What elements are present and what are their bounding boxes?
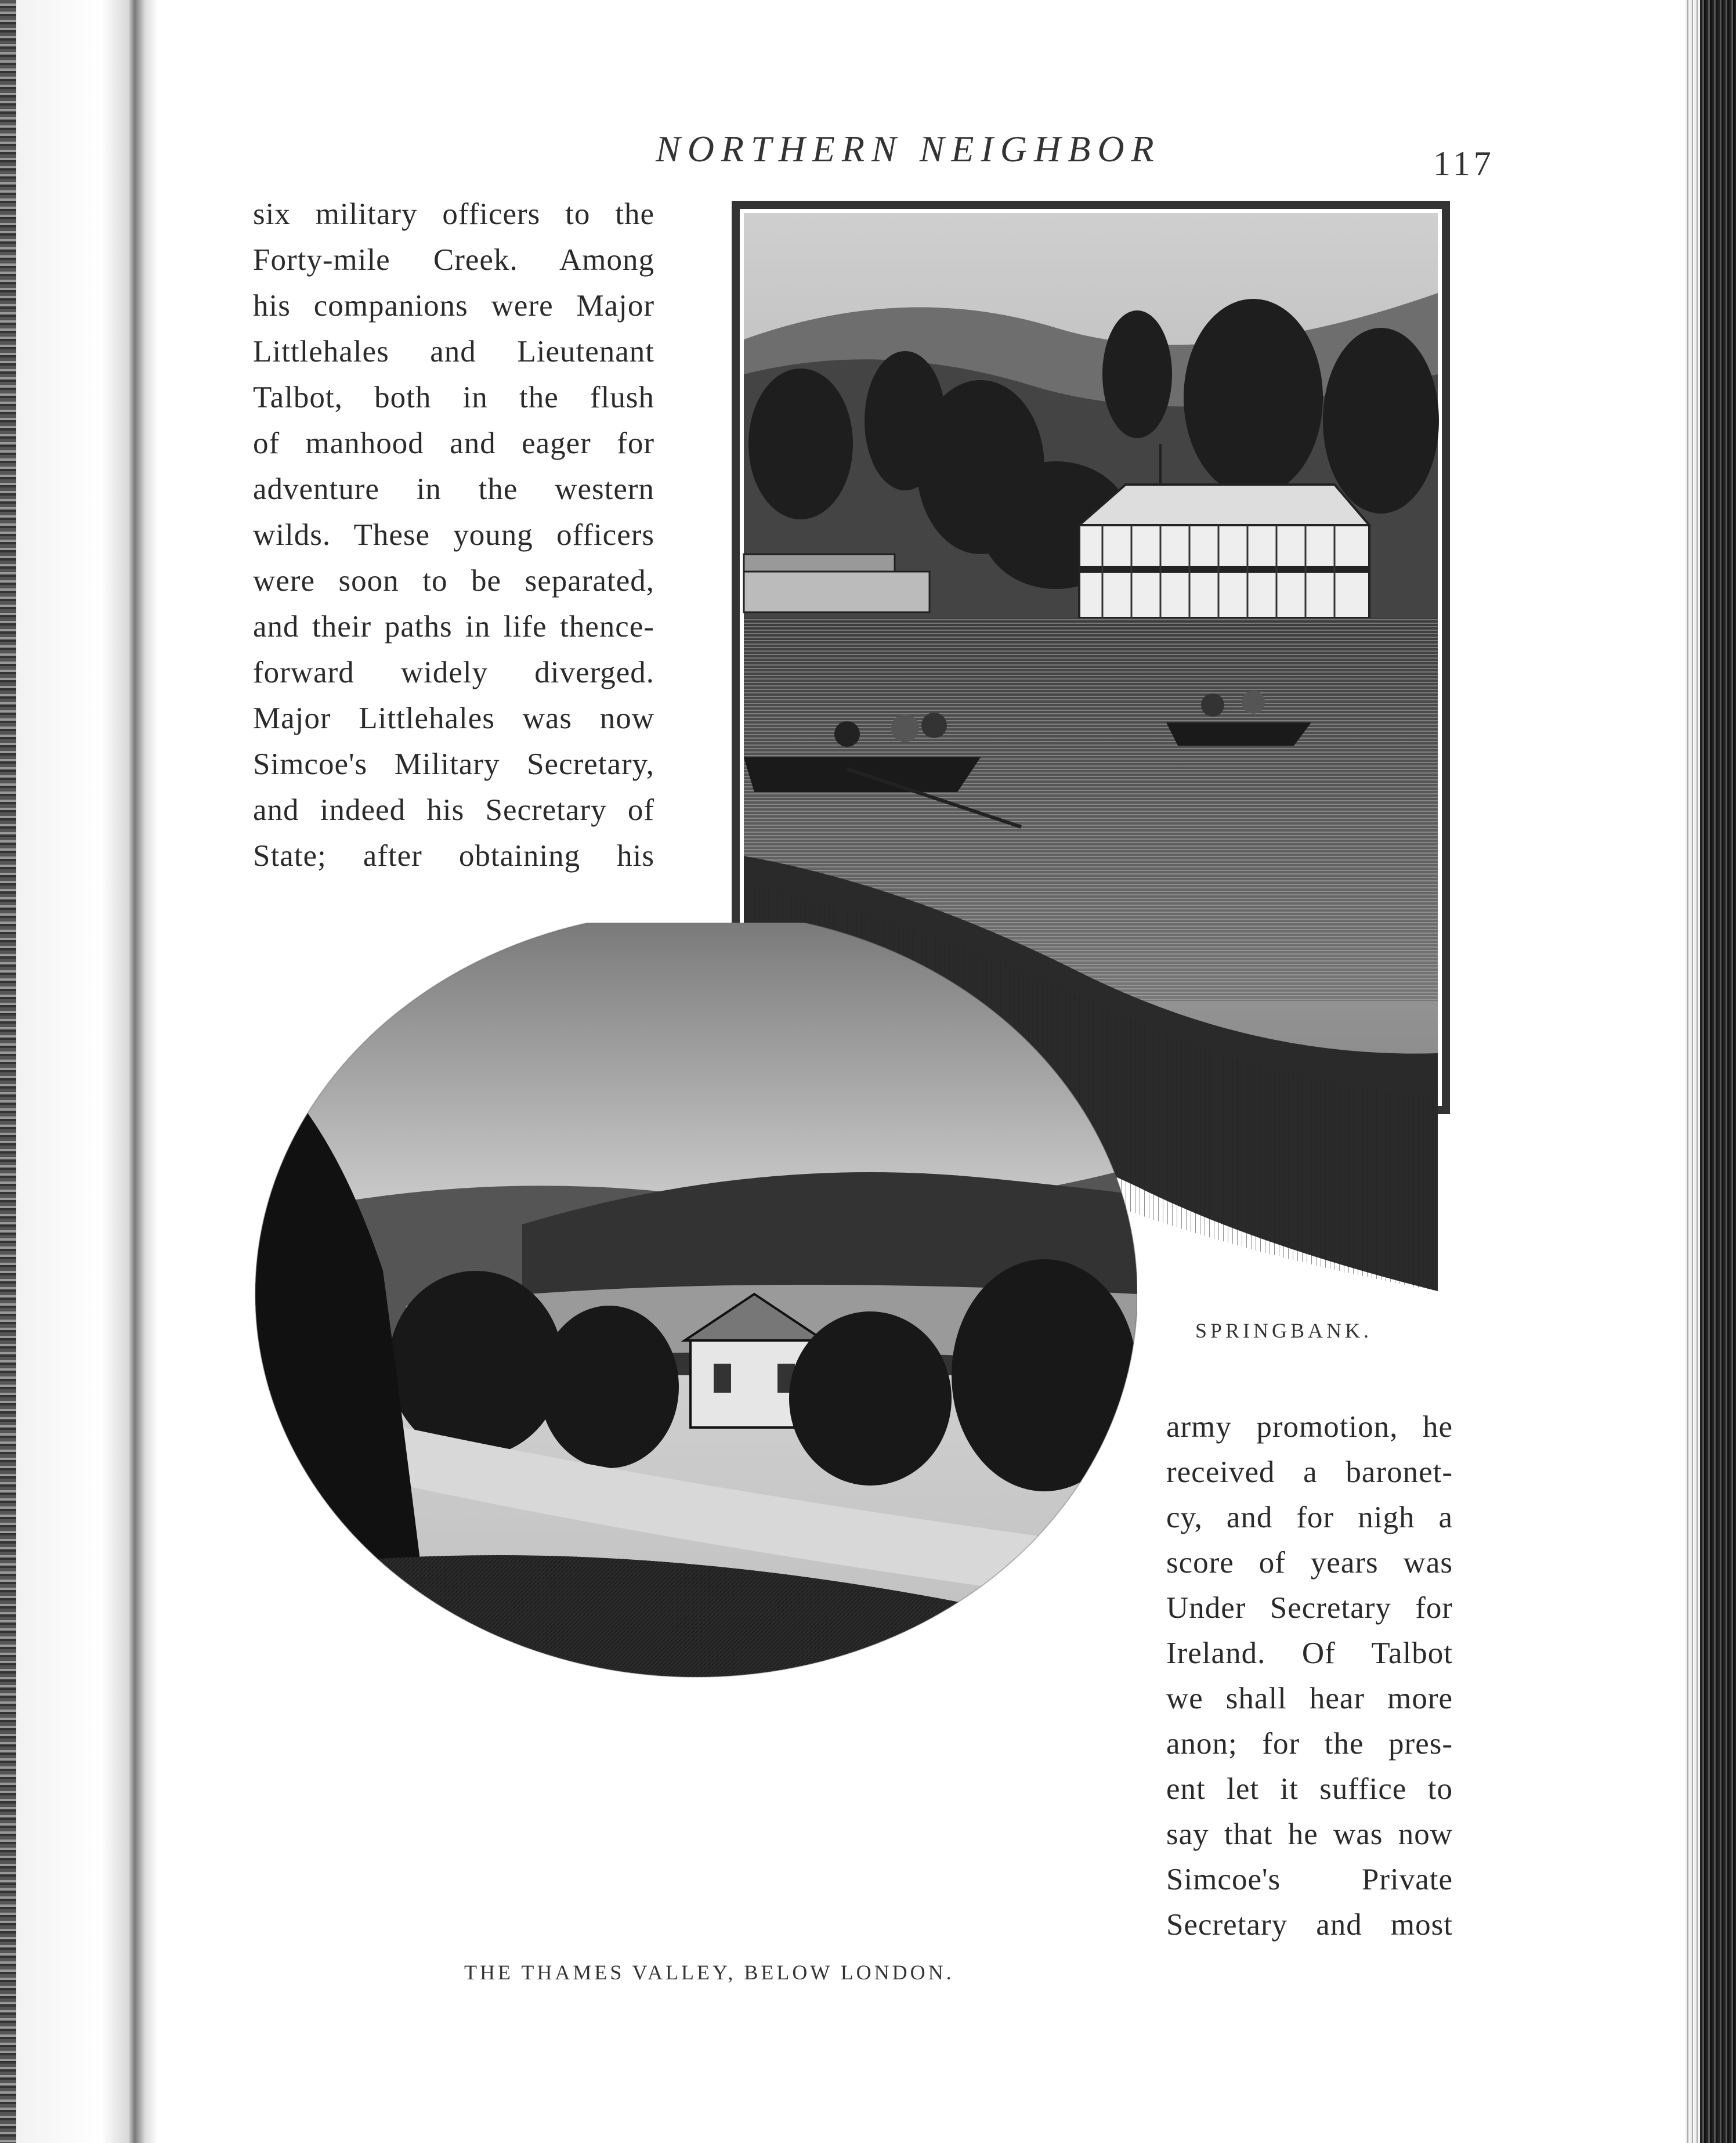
text-line: say that he was now [1166, 1817, 1453, 1851]
text-line: Littlehales and Lieutenant [253, 335, 654, 368]
text-line: and indeed his Secretary of [253, 793, 654, 827]
gutter-shadow [135, 0, 158, 2143]
text-line: Major Littlehales was now [253, 702, 654, 735]
thames-valley-engraving [232, 923, 1137, 1729]
text-line: Under Secretary for [1166, 1591, 1453, 1625]
text-line: Secretary and most [1166, 1908, 1453, 1942]
text-line: ent let it suffice to [1166, 1772, 1453, 1806]
page-number: 117 [1433, 144, 1495, 183]
caption-thames-valley: THE THAMES VALLEY, BELOW LONDON. [464, 1961, 954, 1984]
text-line: army promotion, he [1166, 1410, 1453, 1444]
text-line: forward widely diverged. [253, 656, 654, 689]
text-line: score of years was [1166, 1546, 1453, 1580]
text-line: Forty-mile Creek. Among [253, 243, 654, 277]
text-line: of manhood and eager for [253, 427, 654, 460]
text-line: Ireland. Of Talbot [1166, 1636, 1453, 1670]
body-text-right [1166, 1404, 1453, 1947]
facing-page-edge [16, 0, 138, 2143]
scan-left-edge [0, 0, 16, 2143]
text-line: wilds. These young officers [253, 518, 654, 552]
text-line: we shall hear more [1166, 1682, 1453, 1715]
text-line: Simcoe's Private [1166, 1863, 1453, 1896]
text-line: State; after obtaining his [253, 839, 654, 873]
caption-springbank: SPRINGBANK. [1195, 1319, 1373, 1342]
book-cover-edge [1700, 0, 1736, 2143]
text-line: adventure in the western [253, 472, 654, 506]
running-head: NORTHERN NEIGHBOR [656, 128, 1161, 169]
text-line: his companions were Major [253, 289, 654, 323]
text-line: Talbot, both in the flush [253, 381, 654, 414]
text-line: cy, and for nigh a [1166, 1501, 1453, 1534]
body-text-left [253, 191, 654, 879]
text-line: six military officers to the [253, 197, 654, 231]
text-line: and their paths in life thence- [253, 610, 654, 644]
text-line: received a baronet- [1166, 1455, 1453, 1489]
text-line: were soon to be separated, [253, 564, 654, 598]
text-line: Simcoe's Military Secretary, [253, 747, 654, 781]
text-line: anon; for the pres- [1166, 1727, 1453, 1761]
